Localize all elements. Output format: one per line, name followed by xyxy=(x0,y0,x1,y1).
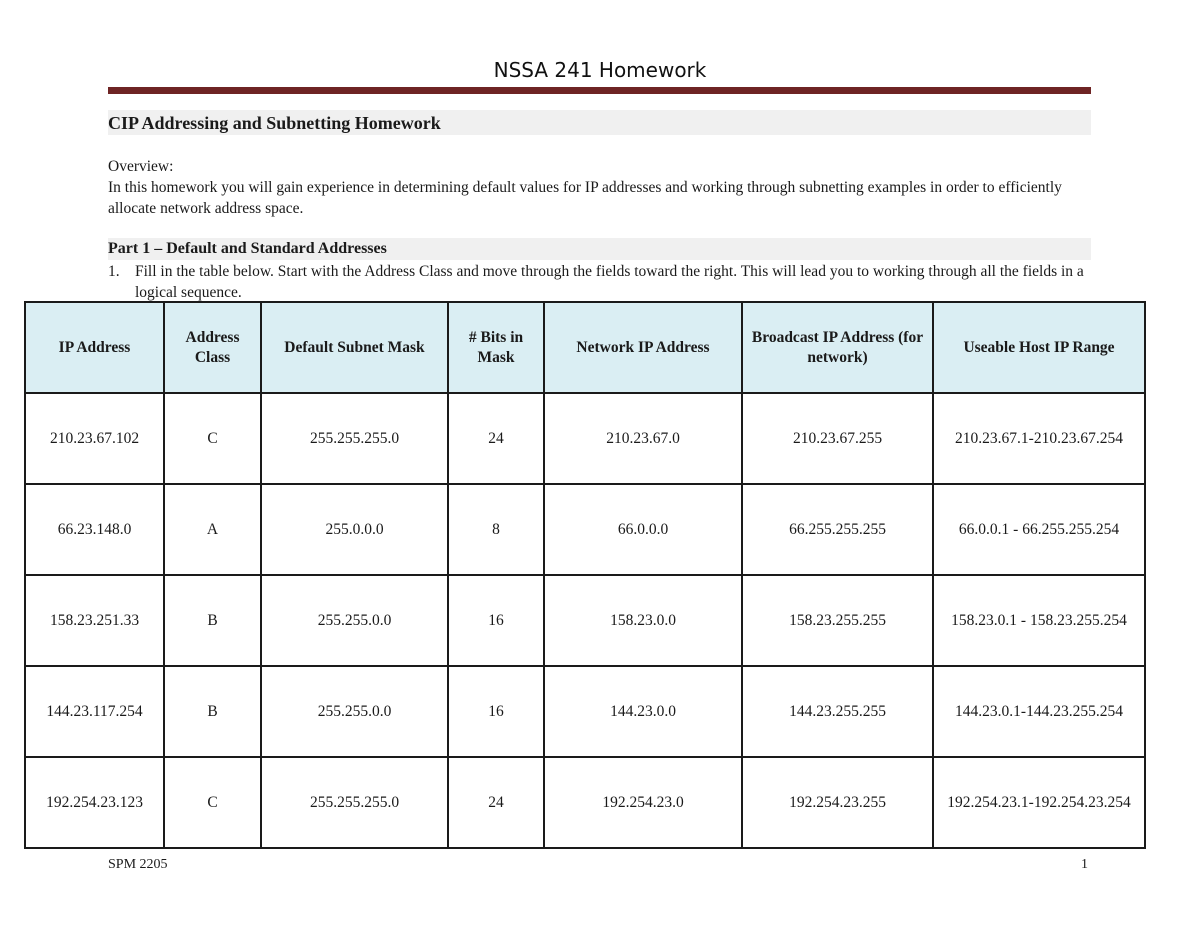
cell-host-range: 210.23.67.1-210.23.67.254 xyxy=(933,393,1145,484)
section-title: CIP Addressing and Subnetting Homework xyxy=(108,113,441,133)
cell-subnet-mask: 255.255.255.0 xyxy=(261,757,448,848)
ip-address-table xyxy=(24,301,1146,849)
cell-address-class: C xyxy=(164,757,261,848)
header-address-class: Address Class xyxy=(164,302,261,393)
cell-subnet-mask: 255.255.0.0 xyxy=(261,575,448,666)
cell-broadcast-ip: 66.255.255.255 xyxy=(742,484,933,575)
cell-ip-address: 144.23.117.254 xyxy=(25,666,164,757)
instruction-text: Fill in the table below. Start with the Address Class and move through the fields toward the right. This will lead you to working through all the fields in a logical sequence. xyxy=(135,263,1084,301)
cell-ip-address: 210.23.67.102 xyxy=(25,393,164,484)
cell-bits: 16 xyxy=(448,575,544,666)
cell-ip-address: 192.254.23.123 xyxy=(25,757,164,848)
header-default-subnet-mask: Default Subnet Mask xyxy=(261,302,448,393)
cell-broadcast-ip: 158.23.255.255 xyxy=(742,575,933,666)
table-row xyxy=(25,757,1145,848)
cell-broadcast-ip: 192.254.23.255 xyxy=(742,757,933,848)
cell-address-class: A xyxy=(164,484,261,575)
cell-subnet-mask: 255.255.255.0 xyxy=(261,393,448,484)
cell-bits: 24 xyxy=(448,393,544,484)
header-ip-address: IP Address xyxy=(25,302,164,393)
part1-title-bar xyxy=(108,238,1091,260)
header-network-ip: Network IP Address xyxy=(544,302,742,393)
overview-label: Overview: xyxy=(108,158,174,175)
cell-address-class: B xyxy=(164,666,261,757)
cell-subnet-mask: 255.0.0.0 xyxy=(261,484,448,575)
cell-host-range: 144.23.0.1-144.23.255.254 xyxy=(933,666,1145,757)
instruction-number: 1. xyxy=(108,263,120,280)
overview-text: In this homework you will gain experience in determining default values for IP addresses and working through subnetting examples in order to efficiently allocate network address space. xyxy=(108,179,1062,217)
header-broadcast-ip: Broadcast IP Address (for network) xyxy=(742,302,933,393)
cell-ip-address: 66.23.148.0 xyxy=(25,484,164,575)
section-title-bar xyxy=(108,110,1091,135)
cell-broadcast-ip: 144.23.255.255 xyxy=(742,666,933,757)
cell-network-ip: 192.254.23.0 xyxy=(544,757,742,848)
cell-broadcast-ip: 210.23.67.255 xyxy=(742,393,933,484)
part1-title: Part 1 – Default and Standard Addresses xyxy=(108,240,387,257)
cell-subnet-mask: 255.255.0.0 xyxy=(261,666,448,757)
table-row xyxy=(25,575,1145,666)
cell-network-ip: 144.23.0.0 xyxy=(544,666,742,757)
table-header-row xyxy=(25,302,1145,393)
cell-host-range: 192.254.23.1-192.254.23.254 xyxy=(933,757,1145,848)
header-host-range: Useable Host IP Range xyxy=(933,302,1145,393)
table-row xyxy=(25,666,1145,757)
footer-course-code: SPM 2205 xyxy=(108,857,168,872)
footer-page-number: 1 xyxy=(1081,857,1088,872)
cell-host-range: 66.0.0.1 - 66.255.255.254 xyxy=(933,484,1145,575)
cell-bits: 8 xyxy=(448,484,544,575)
cell-bits: 24 xyxy=(448,757,544,848)
header-bits-in-mask: # Bits in Mask xyxy=(448,302,544,393)
cell-ip-address: 158.23.251.33 xyxy=(25,575,164,666)
header-rule xyxy=(108,87,1091,94)
cell-address-class: B xyxy=(164,575,261,666)
table-row xyxy=(25,484,1145,575)
page-header-title: NSSA 241 Homework xyxy=(493,58,707,82)
cell-address-class: C xyxy=(164,393,261,484)
cell-bits: 16 xyxy=(448,666,544,757)
cell-network-ip: 158.23.0.0 xyxy=(544,575,742,666)
table-row xyxy=(25,393,1145,484)
cell-network-ip: 66.0.0.0 xyxy=(544,484,742,575)
cell-network-ip: 210.23.67.0 xyxy=(544,393,742,484)
cell-host-range: 158.23.0.1 - 158.23.255.254 xyxy=(933,575,1145,666)
